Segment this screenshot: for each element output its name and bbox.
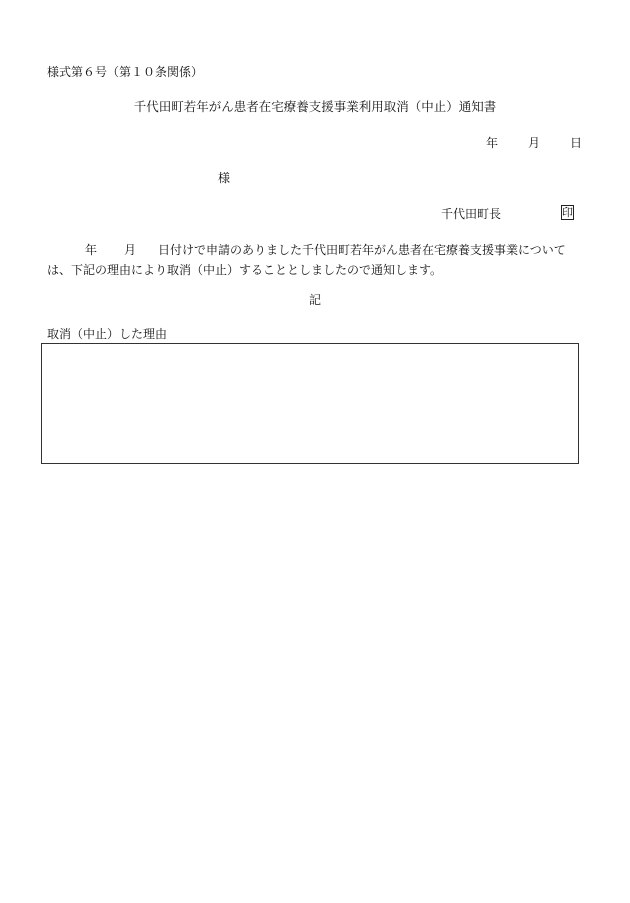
issuer-name: 千代田町長 [441, 206, 502, 221]
date-day-label: 日 [570, 136, 583, 150]
reason-box[interactable] [41, 343, 579, 464]
body-paragraph [47, 240, 587, 280]
form-number: 様式第６号（第１０条関係） [47, 65, 204, 79]
issuer [441, 207, 574, 220]
reason-label: 取消（中止）した理由 [47, 327, 168, 341]
date-month-label: 月 [528, 136, 541, 150]
body-year-label: 年 [85, 243, 98, 257]
date-row [486, 137, 582, 149]
date-year-label: 年 [486, 136, 499, 150]
body-text: 日付けで申請のありました千代田町若年がん患者在宅療養支援事業については、下記の理由により取消（中止）することとしましたので通知します。 [47, 243, 566, 277]
document-title: 千代田町若年がん患者在宅療養支援事業利用取消（中止）通知書 [133, 99, 497, 114]
seal-mark: 印 [562, 206, 574, 219]
ki-heading: 記 [309, 293, 322, 307]
body-month-label: 月 [124, 243, 137, 257]
addressee-suffix: 様 [218, 171, 231, 185]
